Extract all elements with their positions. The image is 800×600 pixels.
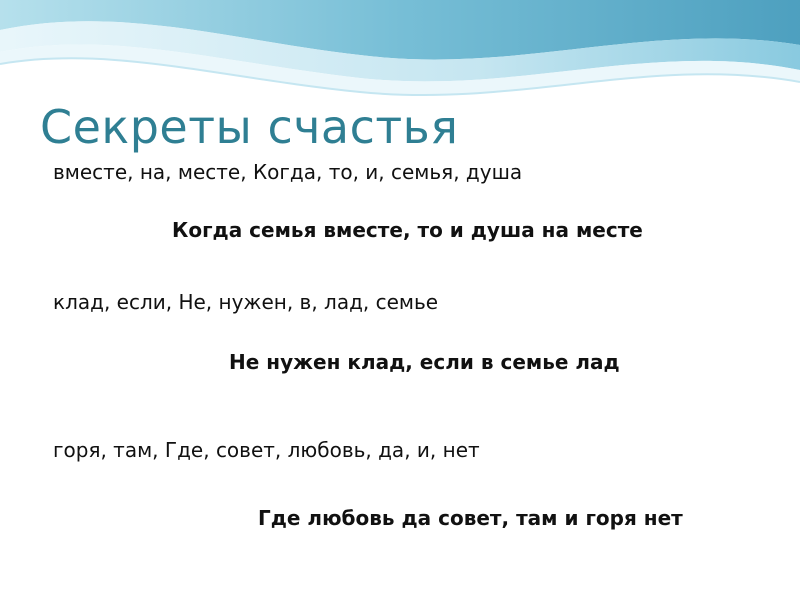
answer-sentence-1: Когда семья вместе, то и душа на месте [172,218,643,242]
answer-sentence-3: Где любовь да совет, там и горя нет [258,506,683,530]
answer-sentence-2: Не нужен клад, если в семье лад [229,350,620,374]
scrambled-words-2: клад, если, Не, нужен, в, лад, семье [53,290,439,314]
header-wave-decoration [0,0,800,110]
scrambled-words-1: вместе, на, месте, Когда, то, и, семья, душа [53,160,523,184]
slide-title: Секреты счастья [40,100,459,154]
scrambled-words-3: горя, там, Где, совет, любовь, да, и, нет [53,438,480,462]
